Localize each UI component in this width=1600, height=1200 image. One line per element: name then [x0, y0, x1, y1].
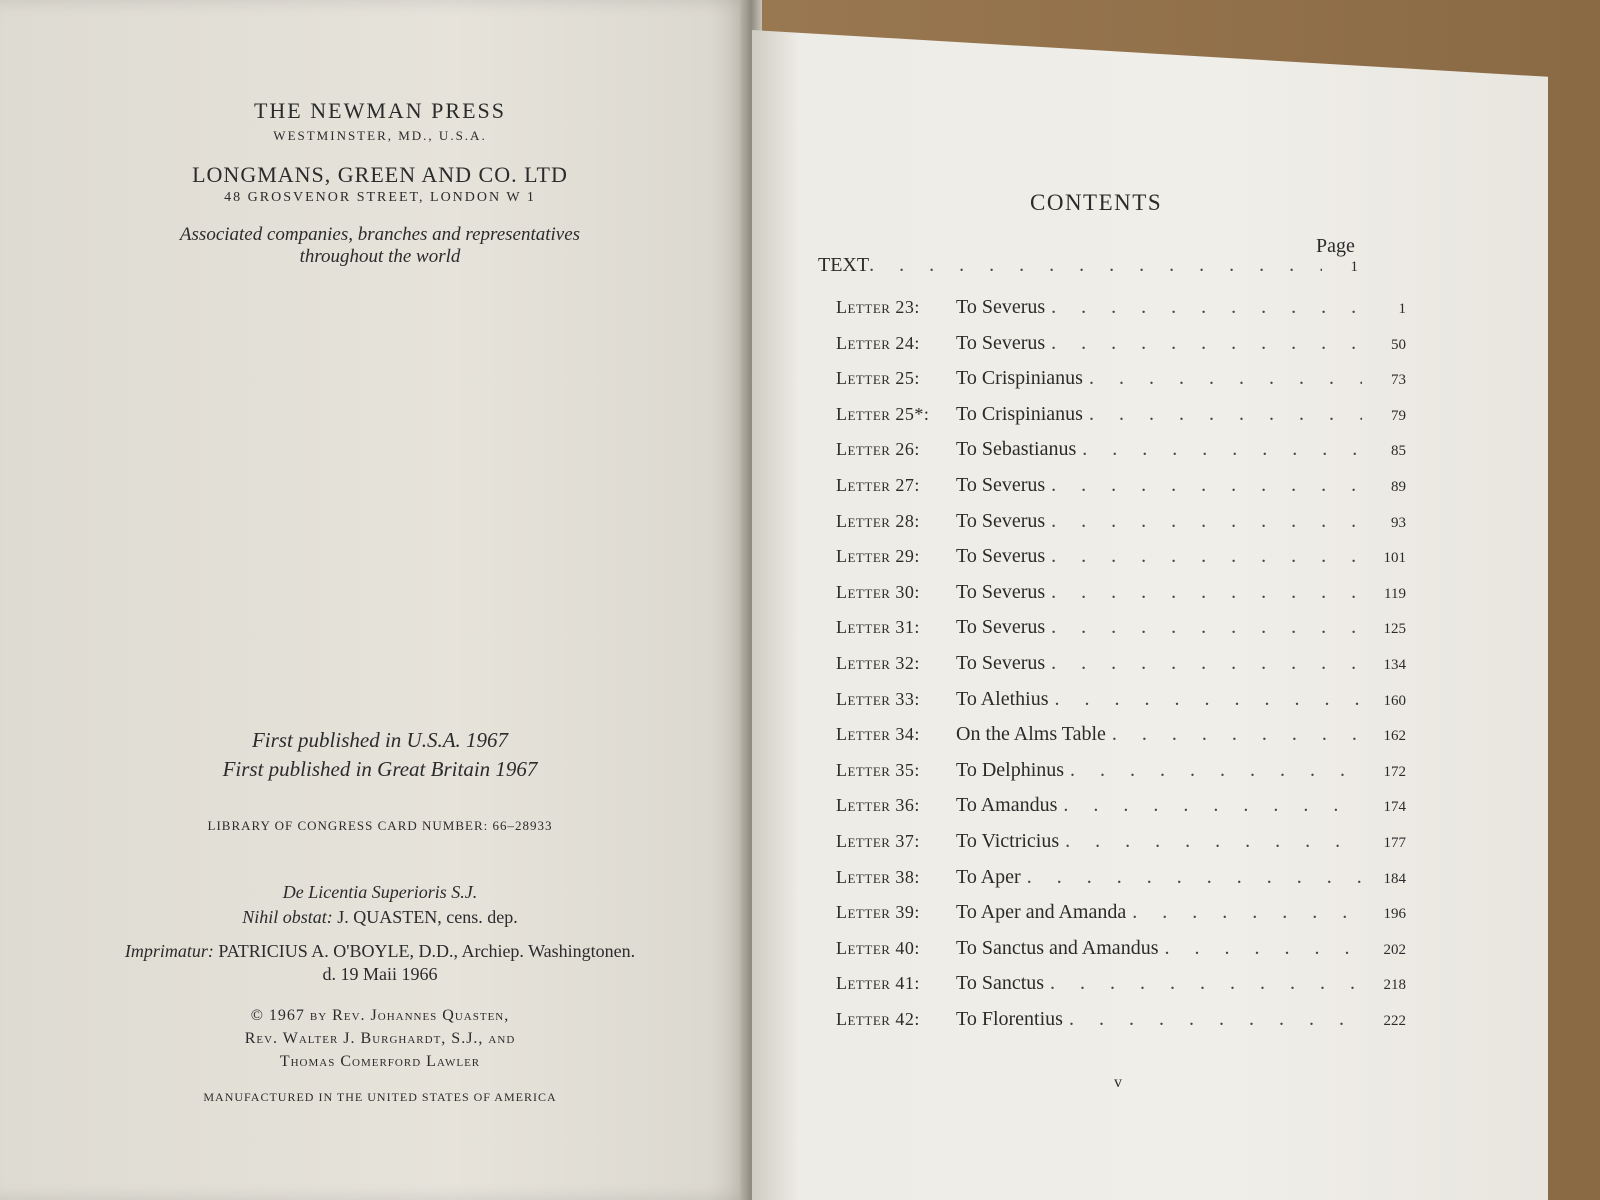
nihil-obstat-line [0, 905, 760, 930]
toc-entry-title: To Victricius [956, 829, 1060, 852]
dot-leader [1051, 474, 1362, 497]
toc-entry-page: 93 [1391, 514, 1406, 531]
copyright-line-2: Rev. Walter J. Burghardt, S.J., and [244, 1030, 516, 1047]
dot-leader [1082, 438, 1362, 461]
nihil-obstat-label: Nihil obstat: [242, 907, 333, 927]
toc-entry [836, 510, 1406, 546]
toc-entry [836, 403, 1406, 439]
toc-entry-title: To Severus [956, 616, 1046, 639]
toc-entry [836, 830, 1406, 866]
toc-entry-page: 50 [1391, 336, 1406, 353]
toc-entry-label: Letter 36: [836, 795, 920, 816]
nihil-obstat-value: J. QUASTEN, cens. dep. [337, 907, 518, 927]
toc-entry-page: 172 [1383, 763, 1406, 780]
library-card-number: LIBRARY OF CONGRESS CARD NUMBER: 66–28933 [207, 818, 553, 833]
toc-entry-page: 85 [1391, 443, 1406, 460]
toc-entry-label: Letter 28: [836, 510, 920, 531]
publication-notice [0, 726, 760, 784]
toc-entry-title: To Sanctus [956, 972, 1045, 995]
dot-leader [1051, 332, 1362, 355]
toc-entry-title: To Sanctus and Amandus [956, 936, 1159, 959]
toc-entry-label: Letter 23: [836, 297, 920, 317]
page-folio: v [1114, 1074, 1122, 1091]
dot-leader [1089, 403, 1362, 426]
toc-entry-label: Letter 32: [836, 652, 920, 673]
toc-entry [836, 545, 1406, 581]
toc-entry [836, 474, 1406, 510]
toc-entry-page: 79 [1391, 407, 1406, 424]
toc-entry [836, 972, 1406, 1008]
toc-entry-title: To Aper and Amanda [956, 901, 1127, 924]
toc-entry-label: Letter 26: [836, 439, 920, 460]
imprimatur-line [0, 940, 760, 963]
toc-entry-label: Letter 27: [836, 474, 920, 495]
copyright-line-1: © 1967 by Rev. Johannes Quasten, [250, 1007, 510, 1024]
toc-entry [836, 616, 1406, 652]
publisher-address: WESTMINSTER, MD., U.S.A. [273, 128, 487, 143]
dot-leader [1051, 616, 1362, 639]
copyright-block [0, 1004, 760, 1073]
dot-leader [1132, 901, 1362, 924]
toc-entry-page: 89 [1391, 478, 1406, 495]
toc-entry [836, 901, 1406, 937]
toc-entry-label: Letter 42: [836, 1008, 920, 1029]
dot-leader [1164, 937, 1362, 960]
toc-entry [836, 581, 1406, 617]
toc-entry-label: Letter 38: [836, 866, 920, 887]
dot-leader [1050, 972, 1362, 995]
toc-entry-title: To Crispinianus [956, 367, 1083, 390]
toc-entry-label: Letter 29: [836, 546, 920, 567]
toc-entry-title: To Severus [956, 580, 1046, 603]
toc-entry-label: Letter 39: [836, 902, 920, 923]
toc-entry-page: 174 [1383, 799, 1406, 816]
dot-leader [1065, 830, 1362, 853]
toc-entry-label: Letter 41: [836, 973, 920, 994]
toc-entry-page: 196 [1383, 906, 1406, 923]
toc-entry-title: To Severus [956, 296, 1046, 318]
toc-entry-title: To Aper [956, 865, 1021, 888]
toc-entry-title: To Severus [956, 473, 1046, 496]
toc-entry [836, 759, 1406, 795]
toc-entry-page: 218 [1383, 977, 1406, 994]
licentia-block [0, 880, 760, 930]
toc-entry-title: To Florentius [956, 1007, 1063, 1030]
dot-leader [1051, 652, 1362, 675]
dot-leader [1051, 510, 1362, 533]
toc-entry-label: Letter 37: [836, 830, 920, 851]
toc-entry-page: 222 [1383, 1012, 1406, 1029]
toc-entry [836, 652, 1406, 688]
toc-entry-label: Letter 25: [836, 368, 920, 389]
dot-leader [869, 254, 1322, 277]
company-address: 48 GROSVENOR STREET, LONDON W 1 [224, 190, 536, 205]
dot-leader [1051, 581, 1362, 604]
toc-entry-title: To Amandus [956, 794, 1058, 817]
toc-entry-page: 134 [1383, 656, 1406, 673]
toc-entry-page: 202 [1383, 941, 1406, 958]
associated-line-1: Associated companies, branches and representatives [179, 224, 581, 245]
toc-entry-title: To Severus [956, 545, 1046, 568]
dot-leader [1063, 794, 1362, 817]
toc-entry-label: Letter 25*: [836, 403, 930, 424]
dot-leader [1089, 367, 1362, 390]
toc-entry [836, 723, 1406, 759]
toc-entry-page: 1 [1398, 301, 1406, 317]
copyright-line-3: Thomas Comerford Lawler [279, 1053, 481, 1070]
dot-leader [1055, 688, 1363, 711]
toc-entry [836, 937, 1406, 973]
toc-entry-title: To Sebastianus [956, 438, 1077, 461]
toc-entry-title: To Severus [956, 651, 1046, 674]
toc-entry-page: 160 [1383, 692, 1406, 709]
toc-entry-title: To Crispinianus [956, 402, 1083, 425]
toc-entry-page: 162 [1383, 728, 1406, 745]
toc-entry-title: To Alethius [956, 687, 1049, 710]
table-of-contents [836, 296, 1406, 1043]
toc-entry-page: 101 [1383, 550, 1406, 567]
company-name: LONGMANS, GREEN AND CO. LTD [192, 162, 568, 187]
toc-entry-page: 177 [1383, 834, 1406, 851]
dot-leader [1069, 1008, 1362, 1031]
page-column-heading: Page [1316, 235, 1355, 257]
toc-entry-label: Letter 34: [836, 724, 920, 745]
toc-entry-label: Letter 30: [836, 581, 920, 602]
dot-leader [1051, 296, 1362, 319]
imprimatur-value: PATRICIUS A. O'BOYLE, D.D., Archiep. Washingtonen. [218, 941, 636, 961]
dot-leader [1070, 759, 1362, 782]
toc-entry-title: On the Alms Table [956, 723, 1106, 746]
imprimatur-date: d. 19 Maii 1966 [322, 964, 438, 984]
toc-entry [836, 794, 1406, 830]
dot-leader [1112, 723, 1362, 746]
toc-entry-label: Letter 40: [836, 937, 920, 958]
contents-heading: CONTENTS [1030, 190, 1163, 215]
toc-entry-page: 119 [1384, 585, 1406, 602]
manufactured-notice: MANUFACTURED IN THE UNITED STATES OF AMERICA [203, 1090, 557, 1104]
associated-companies [0, 224, 760, 268]
toc-entry [836, 296, 1406, 332]
toc-entry-label: Letter 33: [836, 688, 920, 709]
publisher-name: THE NEWMAN PRESS [253, 98, 506, 123]
toc-entry-page: 125 [1383, 621, 1406, 638]
toc-text-label: TEXT [818, 254, 870, 276]
toc-entry [836, 866, 1406, 902]
toc-entry [836, 367, 1406, 403]
toc-entry-label: Letter 35: [836, 759, 920, 780]
toc-text-page: 1 [1350, 259, 1358, 275]
imprimatur-block [0, 940, 760, 986]
toc-entry [836, 1008, 1406, 1044]
toc-entry [836, 438, 1406, 474]
toc-entry-page: 184 [1383, 870, 1406, 887]
imprimatur-label: Imprimatur: [124, 941, 214, 961]
dot-leader [1051, 545, 1362, 568]
licentia-line: De Licentia Superioris S.J. [282, 882, 478, 902]
toc-entry [836, 688, 1406, 724]
toc-entry-label: Letter 31: [836, 617, 920, 638]
associated-line-2: throughout the world [299, 246, 461, 267]
toc-entry-title: To Delphinus [956, 758, 1065, 781]
dot-leader [1027, 866, 1362, 889]
toc-entry-label: Letter 24: [836, 332, 920, 353]
toc-entry-title: To Severus [956, 509, 1046, 532]
first-published-gb: First published in Great Britain 1967 [222, 757, 538, 781]
first-published-usa: First published in U.S.A. 1967 [251, 728, 509, 752]
toc-entry-title: To Severus [956, 331, 1046, 354]
toc-text-row [818, 254, 1358, 277]
toc-entry [836, 332, 1406, 368]
left-page [0, 0, 752, 1200]
toc-entry-page: 73 [1391, 372, 1406, 389]
